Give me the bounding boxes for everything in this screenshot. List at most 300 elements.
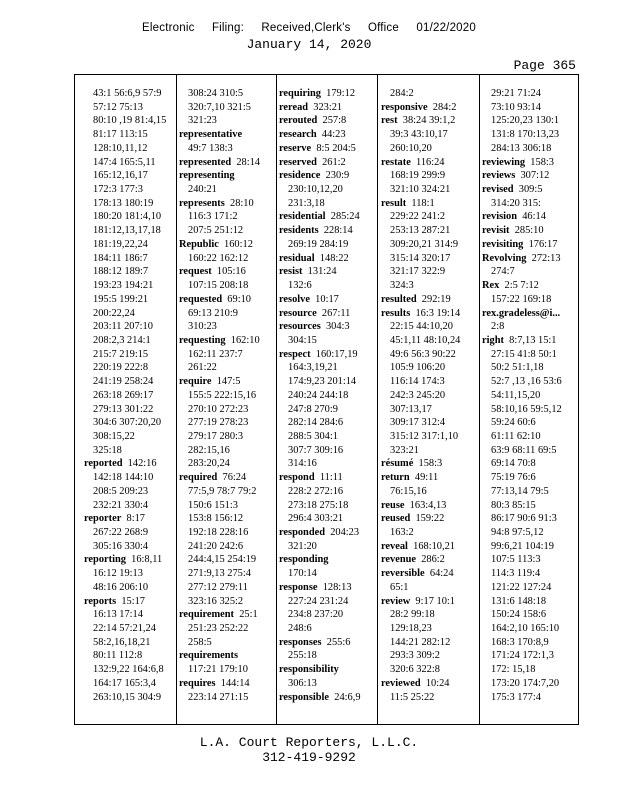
index-line: 131:8 170:13,23 [491, 129, 560, 141]
index-line: reporter 8:17 [84, 513, 145, 525]
index-line [279, 553, 375, 567]
index-term: residual [279, 252, 315, 264]
index-line: 320:7,10 321:5 [188, 101, 251, 113]
index-line: reversible 64:24 [381, 568, 454, 580]
index-line: 121:22 127:24 [491, 581, 552, 593]
index-term: reserve [279, 142, 312, 154]
index-term: reread [279, 101, 309, 113]
index-term: reveal [381, 540, 408, 552]
index-line: 200:22,24 [93, 307, 135, 319]
index-term: responsibility [279, 664, 339, 676]
index-line: 73:10 93:14 [491, 101, 541, 113]
index-line: 321:23 [188, 115, 217, 127]
index-line: requiring 179:12 [279, 88, 356, 99]
index-line: resources 304:3 [279, 321, 350, 333]
index-term: revisit [482, 225, 510, 237]
index-line: respond 11:11 [279, 472, 343, 484]
index-line: requires 144:14 [179, 677, 250, 689]
index-term: rerouted [279, 115, 318, 127]
index-line: 164:3,19,21 [288, 362, 338, 374]
index-line: 208:5 209:23 [93, 485, 149, 497]
index-term: requesting [179, 334, 226, 346]
index-term: review [381, 595, 411, 607]
index-term: resist [279, 266, 303, 278]
index-line: 125:20,23 130:1 [491, 115, 560, 127]
index-term: reviewing [482, 156, 526, 168]
index-line: 48:16 206:10 [93, 581, 149, 593]
index-line: represents 28:10 [179, 197, 254, 209]
index-line: 163:2 [390, 527, 414, 538]
index-line: 131:6 148:18 [491, 595, 547, 607]
index-term: represents [179, 197, 225, 209]
index-line: 65:1 [390, 581, 409, 593]
index-term: result [381, 197, 407, 209]
index-line: 248:6 [288, 623, 312, 635]
index-line: 49:6 56:3 90:22 [390, 348, 456, 360]
index-line: 157:22 169:18 [491, 293, 552, 305]
index-line: 49:7 138:3 [188, 142, 233, 154]
index-line: 180:20 181:4,10 [93, 211, 162, 223]
index-column-1 [84, 87, 176, 724]
index-term: respect [279, 348, 311, 360]
index-line: review 9:17 10:1 [381, 595, 455, 607]
index-line: requirement 25:1 [179, 609, 258, 621]
index-term: reporter [84, 513, 122, 525]
index-term: residential [279, 211, 326, 223]
index-term: Rex [482, 280, 500, 292]
index-term: reuse [381, 499, 405, 511]
index-line: 304:15 [288, 334, 317, 346]
index-line: 193:23 194:21 [93, 280, 154, 292]
index-line: 116:14 174:3 [390, 376, 445, 388]
index-line: 116:3 171:2 [188, 211, 238, 223]
index-line: 80:11 112:8 [93, 650, 143, 662]
index-line: residents 228:14 [279, 225, 353, 237]
index-line: 324:3 [390, 280, 414, 292]
transcript-date: January 14, 2020 [246, 37, 372, 52]
index-line: 52:7 ,13 ,16 53:6 [491, 376, 562, 388]
index-line: 279:13 301:22 [93, 403, 154, 415]
index-line: 267:22 268:9 [93, 527, 149, 538]
index-line: 314:20 315: [491, 197, 541, 209]
index-line: 75:19 76:6 [491, 472, 536, 484]
index-term: reversible [381, 568, 425, 580]
index-line: 309:17 312:4 [390, 417, 446, 429]
footer-company: L.A. Court Reporters, L.L.C. [199, 735, 419, 750]
index-line: 323:21 [390, 444, 419, 456]
index-line: 172:3 177:3 [93, 184, 143, 196]
index-line: responded 204:23 [279, 527, 360, 538]
index-line: 43:1 56:6,9 57:9 [93, 88, 162, 99]
index-term: responding [279, 554, 329, 566]
index-line: 63:9 68:11 69:5 [491, 444, 557, 456]
index-line: 321:17 322:9 [390, 266, 446, 278]
index-term: revision [482, 211, 518, 223]
index-line: 16:12 19:13 [93, 568, 143, 580]
index-line: resource 267:11 [279, 307, 351, 319]
index-line: 269:19 284:19 [288, 238, 349, 250]
index-line: 240:24 244:18 [288, 389, 349, 401]
index-line: results 16:3 19:14 [381, 307, 461, 319]
index-line: reported 142:16 [84, 458, 157, 470]
index-line: 261:22 [188, 362, 217, 374]
index-line: 223:14 271:15 [188, 691, 249, 703]
index-line: 271:9,13 275:4 [188, 568, 251, 580]
index-term: require [179, 376, 212, 388]
index-line: reviewing 158:3 [482, 156, 554, 168]
index-term: reused [381, 513, 411, 525]
index-term: resources [279, 321, 321, 333]
index-line: 307:13,17 [390, 403, 432, 415]
index-term: requested [179, 293, 223, 305]
index-line: 315:14 320:17 [390, 252, 451, 264]
index-line: 307:7 309:16 [288, 444, 344, 456]
index-line: 321:10 324:21 [390, 184, 451, 196]
index-column-2 [179, 87, 274, 724]
index-line: 220:19 222:8 [93, 362, 149, 374]
index-line: Rex 2:5 7:12 [482, 280, 539, 292]
index-line: responses 255:6 [279, 636, 351, 648]
index-line: 58:2,16,18,21 [93, 636, 151, 648]
index-line: 150:24 158:6 [491, 609, 547, 621]
index-line: 229:22 241:2 [390, 211, 446, 223]
index-line: 315:12 317:1,10 [390, 430, 459, 442]
index-line: 282:14 284:6 [288, 417, 344, 429]
index-line: 105:9 106:20 [390, 362, 446, 374]
index-line: 251:23 252:22 [188, 623, 249, 635]
index-line: 132:6 [288, 280, 312, 292]
index-line: 153:8 156:12 [188, 513, 244, 525]
stamp-filing: Filing: [211, 22, 245, 34]
index-line: 144:21 282:12 [390, 636, 451, 648]
index-line: 80:3 85:15 [491, 499, 536, 511]
index-line: 173:20 174:7,20 [491, 677, 560, 689]
index-line: 277:12 279:11 [188, 581, 248, 593]
footer [0, 735, 618, 765]
index-line: 22:15 44:10,20 [390, 321, 453, 333]
index-column-4 [381, 87, 477, 724]
index-line: 203:11 207:10 [93, 321, 153, 333]
index-line: 132:9,22 164:6,8 [93, 664, 164, 676]
index-term: required [179, 472, 218, 484]
index-line: reveal 168:10,21 [381, 540, 455, 552]
index-term: resolve [279, 293, 310, 305]
column-divider [377, 75, 378, 724]
index-line: 107:5 113:3 [491, 554, 541, 566]
index-line: 107:15 208:18 [188, 280, 249, 292]
index-line: 323:16 325:2 [188, 595, 244, 607]
index-line: 282:15,16 [188, 444, 230, 456]
column-divider [176, 75, 177, 724]
index-line: right 8:7,13 15:1 [482, 334, 557, 346]
index-line: requesting 162:10 [179, 334, 260, 346]
index-line: 80:10 ,19 81:4,15 [93, 115, 167, 127]
index-line: 283:20,24 [188, 458, 230, 470]
index-line: 77:13,14 79:5 [491, 485, 549, 497]
index-line: request 105:16 [179, 266, 246, 278]
index-line: 305:16 330:4 [93, 540, 149, 552]
index-line: reporting 16:8,11 [84, 554, 163, 566]
index-line: 181:12,13,17,18 [93, 225, 161, 237]
index-term: reported [84, 458, 123, 470]
index-term: rex.gradeless@i... [482, 307, 561, 319]
index-line: revision 46:14 [482, 211, 546, 223]
index-line [482, 307, 578, 321]
index-line: 274:7 [491, 266, 515, 278]
index-line: 77:5,9 78:7 79:2 [188, 485, 257, 497]
index-line: 310:23 [188, 321, 217, 333]
index-line: revised 309:5 [482, 184, 543, 196]
index-line: 178:13 180:19 [93, 197, 154, 209]
index-line: 150:6 151:3 [188, 499, 238, 511]
index-line: 39:3 43:10,17 [390, 129, 448, 141]
index-line: 45:1,11 48:10,24 [390, 334, 461, 346]
index-line: 16:13 17:14 [93, 609, 143, 621]
index-line: require 147:5 [179, 376, 241, 388]
index-line: 277:19 278:23 [188, 417, 249, 429]
index-line: 284:2 [390, 88, 414, 99]
index-line: reports 15:17 [84, 595, 146, 607]
index-term: rest [381, 115, 398, 127]
index-line: resulted 292:19 [381, 293, 451, 305]
index-line: rerouted 257:8 [279, 115, 347, 127]
index-line: 227:24 231:24 [288, 595, 349, 607]
index-line: revisit 285:10 [482, 225, 544, 237]
index-term: reserved [279, 156, 317, 168]
stamp-office: Office [367, 22, 399, 34]
index-line: 147:4 165:5,11 [93, 156, 156, 168]
index-line: 253:13 287:21 [390, 225, 451, 237]
index-term: residents [279, 225, 319, 237]
index-line: 232:21 330:4 [93, 499, 149, 511]
index-line: 321:20 [288, 540, 317, 552]
index-line: 162:11 237:7 [188, 348, 243, 360]
index-line: 168:19 299:9 [390, 170, 446, 182]
index-line: 170:14 [288, 568, 317, 580]
index-line: 320:6 322:8 [390, 664, 440, 676]
index-term: represented [179, 156, 232, 168]
index-term: requiring [279, 88, 321, 99]
index-line: 165:12,16,17 [93, 170, 148, 182]
index-line: 296:4 303:21 [288, 513, 344, 525]
index-line: requested 69:10 [179, 293, 251, 305]
index-line: 308:24 310:5 [188, 88, 244, 99]
index-line: 260:10,20 [390, 142, 432, 154]
index-line: 94:8 97:5,12 [491, 527, 544, 538]
index-line: 188:12 189:7 [93, 266, 149, 278]
index-line: 175:3 177:4 [491, 691, 541, 703]
index-line: 69:14 70:8 [491, 458, 536, 470]
index-line: 241:19 258:24 [93, 376, 154, 388]
index-line: resolve 10:17 [279, 293, 339, 305]
index-column-3 [279, 87, 375, 724]
index-term: revised [482, 184, 514, 196]
index-line: 57:12 75:13 [93, 101, 143, 113]
index-line: responsive 284:2 [381, 101, 457, 113]
index-term: resulted [381, 293, 417, 305]
index-line: 117:21 179:10 [188, 664, 248, 676]
index-line: 314:16 [288, 458, 317, 470]
index-line: residential 285:24 [279, 211, 360, 223]
column-divider [479, 75, 480, 724]
index-line: 171:24 172:1,3 [491, 650, 554, 662]
index-line: 28:2 99:18 [390, 609, 435, 621]
index-line: reviewed 10:24 [381, 677, 450, 689]
index-line: 99:6,21 104:19 [491, 540, 554, 552]
index-line: 114:3 119:4 [491, 568, 541, 580]
index-line: 308:15,22 [93, 430, 135, 442]
index-line: 258:5 [188, 636, 212, 648]
index-term: research [279, 129, 317, 141]
index-line: 54:11,15,20 [491, 389, 541, 401]
index-line: 184:11 186:7 [93, 252, 148, 264]
index-line: 293:3 309:2 [390, 650, 440, 662]
index-line: 309:20,21 314:9 [390, 238, 459, 250]
index-line: 181:19,22,24 [93, 238, 148, 250]
index-term: residence [279, 170, 321, 182]
index-term: responses [279, 636, 322, 648]
index-line: revenue 286:2 [381, 554, 445, 566]
index-line: 255:18 [288, 650, 317, 662]
index-line: 231:3,18 [288, 197, 325, 209]
index-line: 284:13 306:18 [491, 142, 552, 154]
index-term: résumé [381, 458, 414, 470]
index-line: 263:10,15 304:9 [93, 691, 162, 703]
index-line: 81:17 113:15 [93, 129, 148, 141]
index-line: 128:10,11,12 [93, 142, 148, 154]
index-column-5 [482, 87, 578, 724]
page-number: Page 365 [513, 58, 576, 73]
filing-stamp-header [0, 22, 618, 34]
index-line: 263:18 269:17 [93, 389, 154, 401]
index-line: 247:8 270:9 [288, 403, 338, 415]
index-line: 164:2,10 165:10 [491, 623, 560, 635]
index-line: 174:9,23 201:14 [288, 376, 357, 388]
index-line: 2:8 [491, 321, 505, 333]
index-line: 279:17 280:3 [188, 430, 244, 442]
index-line: 325:18 [93, 444, 122, 456]
index-line: 270:10 272:23 [188, 403, 249, 415]
index-line [179, 169, 274, 183]
index-term: revisiting [482, 238, 524, 250]
index-line: 240:21 [188, 184, 217, 196]
index-line: rest 38:24 39:1,2 [381, 115, 456, 127]
index-term: request [179, 266, 212, 278]
index-line: 129:18,23 [390, 623, 432, 635]
index-line: 195:5 199:21 [93, 293, 149, 305]
index-line: 142:18 144:10 [93, 472, 154, 484]
index-line [179, 649, 274, 663]
index-line [179, 128, 274, 142]
index-line: revisiting 176:17 [482, 238, 558, 250]
stamp-received: Received,Clerk's [261, 22, 351, 34]
index-term: resource [279, 307, 317, 319]
index-term: requires [179, 677, 216, 689]
index-term: responded [279, 527, 326, 538]
index-table [74, 74, 579, 725]
index-term: reports [84, 595, 117, 607]
index-line: 273:18 275:18 [288, 499, 349, 511]
index-line: restate 116:24 [381, 156, 445, 168]
index-line: reread 323:21 [279, 101, 343, 113]
index-line: 160:22 162:12 [188, 252, 249, 264]
index-term: reporting [84, 554, 126, 566]
index-term: requirement [179, 609, 235, 621]
index-line: 215:7 219:15 [93, 348, 149, 360]
index-line: 61:11 62:10 [491, 430, 541, 442]
index-line: 242:3 245:20 [390, 389, 446, 401]
index-term: reviewed [381, 677, 421, 689]
index-line: 208:2,3 214:1 [93, 334, 151, 346]
index-line: reviews 307:12 [482, 170, 550, 182]
index-line: residence 230:9 [279, 170, 350, 182]
index-line: 50:2 51:1,18 [491, 362, 544, 374]
stamp-electronic: Electronic [142, 22, 195, 34]
index-line: research 44:23 [279, 129, 346, 141]
index-line: 234:8 237:20 [288, 609, 344, 621]
index-term: right [482, 334, 504, 346]
index-line: required 76:24 [179, 472, 247, 484]
index-term: revenue [381, 554, 417, 566]
index-term: response [279, 581, 318, 593]
index-term: respond [279, 472, 315, 484]
footer-phone: 312-419-9292 [262, 750, 356, 765]
index-term: representing [179, 170, 235, 182]
index-term: Revolving [482, 252, 527, 264]
index-line: 228:2 272:16 [288, 485, 344, 497]
index-line: response 128:13 [279, 581, 352, 593]
index-line: 192:18 228:16 [188, 527, 249, 538]
index-line: represented 28:14 [179, 156, 261, 168]
index-term: Republic [179, 238, 219, 250]
index-line: result 118:1 [381, 197, 435, 209]
index-term: reviews [482, 170, 516, 182]
stamp-filed-date: 01/22/2020 [416, 22, 476, 34]
index-line: reused 159:22 [381, 513, 445, 525]
index-line: résumé 158:3 [381, 458, 443, 470]
index-line: 288:5 304:1 [288, 430, 338, 442]
index-term: representative [179, 129, 243, 141]
index-term: results [381, 307, 411, 319]
index-line: 241:20 242:6 [188, 540, 244, 552]
index-line: 207:5 251:12 [188, 225, 244, 237]
index-line: 58:10,16 59:5,12 [491, 403, 562, 415]
index-line: return 49:11 [381, 472, 439, 484]
index-line: 306:13 [288, 677, 317, 689]
index-term: requirements [179, 650, 239, 662]
index-line: 22:14 57:21,24 [93, 623, 156, 635]
index-line: respect 160:17,19 [279, 348, 358, 360]
index-term: responsive [381, 101, 428, 113]
index-line: 244:4,15 254:19 [188, 554, 257, 566]
index-line: 11:5 25:22 [390, 691, 435, 703]
index-line: 230:10,12,20 [288, 184, 343, 196]
index-term: responsible [279, 691, 330, 703]
index-line: resist 131:24 [279, 266, 337, 278]
index-line: 172: 15,18 [491, 664, 536, 676]
index-line: 168:3 170:8,9 [491, 636, 549, 648]
index-line: responsible 24:6,9 [279, 691, 361, 703]
index-line: 86:17 90:6 91:3 [491, 513, 557, 525]
index-line: Republic 160:12 [179, 238, 253, 250]
index-line: 27:15 41:8 50:1 [491, 348, 557, 360]
index-line: reserve 8:5 204:5 [279, 142, 356, 154]
index-line: 59:24 60:6 [491, 417, 536, 429]
index-line: 76:15,16 [390, 485, 427, 497]
index-line: reuse 163:4,13 [381, 499, 447, 511]
index-line: 304:6 307:20,20 [93, 417, 162, 429]
index-line [279, 663, 375, 677]
